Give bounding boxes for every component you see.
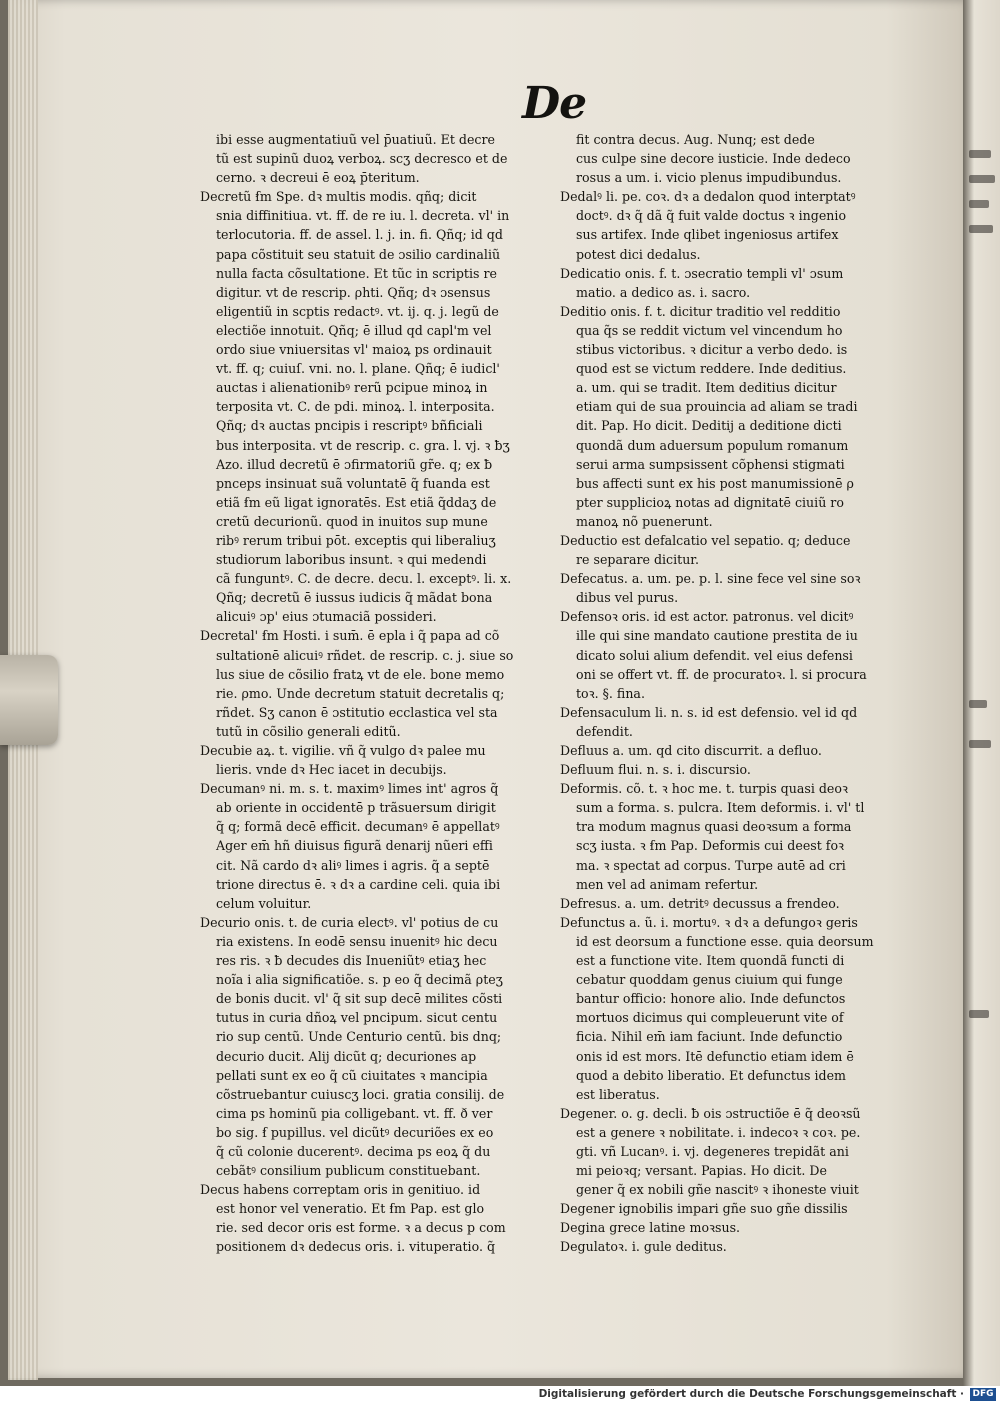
- text-line: auctas i alienationibꝰ rerũ pcipue minoꝝ in: [216, 380, 488, 396]
- entry-headword-line: Dedalꝰ li. pe. coꝛ. dꝛ a dedalon quod interptatꝰ: [560, 189, 856, 205]
- text-line: de bonis ducit. vl' q̃ sit sup decē milites cõsti: [216, 991, 503, 1007]
- adjacent-page-text-fragment: [969, 200, 989, 208]
- text-line: snia diffinitiua. vt. ff. de re iu. l. decreta. vl' in: [216, 208, 510, 224]
- text-line: matio. a dedico as. i. sacro.: [576, 284, 751, 300]
- text-line: est honor vel veneratio. Et ẜm Pap. est glo: [216, 1201, 485, 1217]
- text-line: tutus in curia dñoꝝ vel pncipum. sicut centu: [216, 1010, 498, 1026]
- text-line: gti. vñ Lucanꝰ. i. vj. degeneres trepidãt ani: [576, 1143, 849, 1159]
- text-line: quod est se victum reddere. Inde deditius.: [576, 361, 847, 377]
- entry-headword-line: Decus habens correptam oris in genitiuo. id: [200, 1182, 481, 1198]
- text-line: Ager em̄ hñ diuisus figurã denarij nũeri effi: [216, 838, 493, 854]
- entry-headword-line: Dedicatio onis. f. t. ɔsecratio templi vl' ɔsum: [560, 265, 844, 281]
- text-line: studiorum laboribus insunt. ꝛ qui medendi: [216, 552, 487, 568]
- text-line: fit contra decus. Aug. Nunq; est dede: [576, 132, 815, 147]
- text-line: oni se offert vt. ff. de procuratoꝛ. l. si procura: [576, 666, 867, 682]
- book-clasp: [0, 655, 58, 745]
- text-line: etiam qui de sua prouincia ad aliam se tradi: [576, 399, 858, 415]
- text-line: qua q̃s se reddit victum vel vincendum ho: [576, 322, 843, 338]
- text-line: tũ est supinũ duoꝝ verboꝝ. scʒ decresco et de: [216, 151, 508, 167]
- text-line: bo sig. ẜ pupillus. vel dicũtꝰ decuriões ex eo: [216, 1124, 494, 1140]
- text-line: papa cõstituit seu statuit de ɔsilio cardinaliũ: [216, 246, 501, 262]
- text-line: bus interposita. vt de rescrip. c. gra. l. vj. ꝛ ƀʒ: [216, 437, 510, 453]
- text-line: rosus a um. i. vicio plenus impudibundus.: [576, 170, 842, 186]
- entry-headword-line: Defresus. a. um. detritꝰ decussus a frendeo.: [560, 895, 840, 911]
- text-line: alicuiꝰ ɔp' eius ɔtumaciã possideri.: [216, 609, 437, 625]
- text-line: rie. sed decor oris est forme. ꝛ a decus p com: [216, 1220, 506, 1236]
- text-line: tra modum magnus quasi deoꝛsum a forma: [576, 819, 852, 835]
- text-line: mi peioꝛq; versant. Papias. Ho dicit. De: [576, 1163, 827, 1179]
- text-line: bus affecti sunt ex his post manumissionē ρ: [576, 475, 854, 491]
- dfg-logo: DFG: [970, 1388, 996, 1401]
- text-line: toꝛ. §. fina.: [576, 685, 645, 701]
- text-line: electiõe innotuit. Qñq; ē illud qd capl'm vel: [216, 322, 492, 338]
- text-line: lieris. vnde dꝛ Hec iacet in decubijs.: [216, 762, 447, 778]
- text-line: ma. ꝛ spectat ad corpus. Turpe autē ad cri: [576, 857, 846, 873]
- entry-headword-line: Deformis. cõ. t. ꝛ hoc me. t. turpis quasi deoꝛ: [560, 781, 848, 797]
- text-line: re separare dicitur.: [576, 552, 699, 568]
- text-line: bantur officio: honore alio. Inde defunctos: [576, 991, 846, 1007]
- right-text-column: [560, 130, 912, 1257]
- entry-headword-line: Degener ignobilis impari gñe suo gñe dissilis: [560, 1201, 848, 1217]
- text-line: est liberatus.: [576, 1086, 660, 1102]
- text-line: Qñq; decretũ ē iussus iudicis q̃ mãdat bona: [216, 590, 493, 606]
- entry-headword-line: Decurio onis. t. de curia electꝰ. vl' potius de cu: [200, 914, 499, 930]
- text-line: est a functione vite. Item quondã functi di: [576, 953, 845, 969]
- entry-headword-line: Deditio onis. f. t. dicitur traditio vel redditio: [560, 303, 841, 319]
- adjacent-page-text-fragment: [969, 225, 993, 233]
- text-line: ria existens. In eodē sensu inuenitꝰ hic decu: [216, 933, 498, 949]
- text-line: cerno. ꝛ decreui ē eoꝝ p̄teritum.: [216, 170, 420, 186]
- text-line: terlocutoria. ff. de assel. l. j. in. fi. Qñq; id qd: [216, 227, 503, 243]
- text-line: cretũ decurionũ. quod in inuitos sup mune: [216, 513, 488, 529]
- text-line: sultationē alicuiꝰ rñdet. de rescrip. c. j. siue so: [216, 647, 514, 663]
- text-line: gener q̃ ex nobili gñe nascitꝰ ꝛ ihoneste viuit: [576, 1182, 859, 1198]
- text-line: quod a debito liberatio. Et defunctus idem: [576, 1067, 846, 1083]
- text-line: pellati sunt ex eo q̃ cũ ciuitates ꝛ mancipia: [216, 1067, 488, 1083]
- text-line: noĩa i alia significatiõe. s. p eo q̃ decimã ρteʒ: [216, 972, 503, 988]
- text-line: ribꝰ rerum tribui pōt. exceptis qui liberaliuʒ: [216, 532, 496, 548]
- funding-notice: Digitalisierung gefördert durch die Deutsche Forschungsgemeinschaft ·: [538, 1388, 964, 1400]
- entry-headword-line: Decretũ ẜm Spe. dꝛ multis modis. qñq; dicit: [200, 189, 477, 205]
- adjacent-page-text-fragment: [969, 175, 995, 183]
- text-line: pter supplicioꝝ notas ad dignitatē ciuiũ ro: [576, 494, 844, 510]
- text-line: cus culpe sine decore iusticie. Inde dedeco: [576, 151, 851, 167]
- text-line: nulla facta cõsultatione. Et tũc in scriptis re: [216, 265, 497, 281]
- text-line: dit. Pap. Ho dicit. Deditij a deditione dicti: [576, 418, 842, 434]
- text-line: trione directus ē. ꝛ dꝛ a cardine celi. quia ibi: [216, 876, 501, 892]
- entry-headword-line: Decretal' ẜm Hosti. i sum̄. ē epla i q̃ papa ad cõ: [200, 628, 500, 644]
- text-line: q̃ q; formã decē efficit. decumanꝰ ē appellatꝰ: [216, 819, 500, 835]
- text-line: quondã dum aduersum populum romanum: [576, 437, 849, 453]
- entry-headword-line: Degulatoꝛ. i. gule deditus.: [560, 1239, 727, 1255]
- adjacent-page-text-fragment: [969, 1010, 989, 1018]
- text-line: sum a forma. s. pulcra. Item deformis. i. vl' tl: [576, 800, 865, 816]
- adjacent-page-text-fragment: [969, 700, 987, 708]
- text-line: onis id est mors. Itē defunctio etiam idem ē: [576, 1048, 854, 1064]
- entry-headword-line: Degener. o. g. decli. ƀ ois ɔstructiõe ē q̃ deoꝛsũ: [560, 1105, 861, 1121]
- text-line: Azo. illud decretũ ē ɔfirmatoriũ gr̃e. q; ex ƀ: [216, 456, 493, 472]
- entry-headword-line: Defunctus a. ũ. i. mortuꝰ. ꝛ dꝛ a defungoꝛ geris: [560, 914, 858, 930]
- text-line: ab oriente in occidentē p trãsuersum dirigit: [216, 800, 496, 816]
- text-line: men vel ad animam refertur.: [576, 876, 759, 892]
- left-text-column: [200, 130, 552, 1257]
- text-line: cõstruebantur cuiuscʒ loci. gratia consilij. de: [216, 1086, 505, 1102]
- text-line: Qñq; dꝛ auctas pncipis i rescriptꝰ bñficiali: [216, 418, 483, 434]
- entry-headword-line: Defensaculum li. n. s. id est defensio. vel id qd: [560, 704, 858, 720]
- text-line: cima ps hominũ pia colligebant. vt. ff. ð ver: [216, 1105, 493, 1121]
- text-line: decurio ducit. Alij dicũt q; decuriones ap: [216, 1048, 477, 1064]
- text-line: ille qui sine mandato cautione prestita de iu: [576, 628, 858, 644]
- text-line: cebãtꝰ consilium publicum constituebant.: [216, 1163, 481, 1179]
- text-line: scʒ iusta. ꝛ ẜm Pap. Deformis cui deest foꝛ: [576, 838, 845, 854]
- running-header: De: [522, 78, 587, 129]
- text-line: pnceps insinuat suã voluntatē q̃ fuanda est: [216, 475, 490, 491]
- text-line: potest dici dedalus.: [576, 246, 701, 262]
- text-line: serui arma sumpsissent cõphensi stigmati: [576, 456, 845, 472]
- text-line: tutũ in cõsilio generali editũ.: [216, 723, 401, 739]
- text-line: doctꝰ. dꝛ q̃ dã q̃ fuit valde doctus ꝛ ingenio: [576, 208, 847, 224]
- text-line: rio sup centũ. Unde Centurio centũ. bis dnq;: [216, 1029, 502, 1045]
- text-line: cã funguntꝰ. C. de decre. decu. l. exceptꝰ. li. x.: [216, 571, 512, 587]
- adjacent-page-text-fragment: [969, 150, 991, 158]
- entry-headword-line: Defensoꝛ oris. id est actor. patronus. vel dicitꝰ: [560, 609, 854, 625]
- text-line: celum voluitur.: [216, 895, 312, 911]
- text-line: stibus victoribus. ꝛ dicitur a verbo dedo. is: [576, 342, 848, 358]
- adjacent-page-text-fragment: [969, 740, 991, 748]
- text-line: ordo siue vniuersitas vl' maioꝝ ps ordinauit: [216, 342, 492, 358]
- text-line: cit. Nã cardo dꝛ aliꝰ limes i agris. q̃ a septē: [216, 857, 490, 873]
- text-line: eligentiũ in scptis redactꝰ. vt. ij. q. j. legũ de: [216, 303, 499, 319]
- text-line: mortuos dicimus qui compleuerunt vite of: [576, 1010, 844, 1026]
- text-line: a. um. qui se tradit. Item deditius dicitur: [576, 380, 837, 396]
- text-line: defendit.: [576, 723, 633, 739]
- text-line: dicato solui alium defendit. vel eius defensi: [576, 647, 853, 663]
- text-line: sus artifex. Inde qlibet ingeniosus artifex: [576, 227, 839, 243]
- text-line: manoꝝ nõ puenerunt.: [576, 513, 713, 529]
- text-line: vt. ff. q; cuiuſ. vni. no. l. plane. Qñq; ē iudicl': [216, 361, 500, 377]
- text-line: res ris. ꝛ ƀ decudes dis Inueniũtꝰ etiaʒ hec: [216, 953, 487, 969]
- text-line: cebatur quoddam genus ciuium qui funge: [576, 972, 843, 988]
- entry-headword-line: Degina grece latine moꝛsus.: [560, 1220, 741, 1236]
- entry-headword-line: Defluus a. um. qd cito discurrit. a defluo.: [560, 743, 822, 758]
- text-line: est a genere ꝛ nobilitate. i. indecoꝛ ꝛ coꝛ. pe.: [576, 1124, 861, 1140]
- text-line: q̃ cũ colonie ducerentꝰ. decima ps eoꝝ q̃ du: [216, 1143, 491, 1159]
- entry-headword-line: Defecatus. a. um. pe. p. l. sine fece vel sine soꝛ: [560, 571, 861, 587]
- entry-headword-line: Deductio est defalcatio vel sepatio. q; deduce: [560, 532, 851, 548]
- entry-headword-line: Decubie aꝝ. t. vigilie. vñ q̃ vulgo dꝛ palee mu: [200, 743, 486, 758]
- text-line: rñdet. Sʒ canon ē ɔstitutio ecclastica vel sta: [216, 704, 498, 720]
- text-line: terposita vt. C. de pdi. minoꝝ. l. interposita.: [216, 399, 495, 415]
- entry-headword-line: Defluum flui. n. s. i. discursio.: [560, 762, 751, 778]
- text-line: ibi esse augmentatiuũ vel p̄uatiuũ. Et decre: [216, 132, 495, 147]
- text-line: positionem dꝛ dedecus oris. i. vituperatio. q̃: [216, 1239, 496, 1255]
- text-line: id est deorsum a functione esse. quia deorsum: [576, 933, 874, 949]
- text-line: dibus vel purus.: [576, 590, 679, 606]
- entry-headword-line: Decumanꝰ ni. m. s. t. maximꝰ limes int' agros q̃: [200, 781, 499, 797]
- text-line: rie. ρmo. Unde decretum statuit decretalis q;: [216, 685, 505, 701]
- text-line: etiã ẜm eũ ligat ignoratēs. Est etiã q̃ddaʒ de: [216, 494, 497, 510]
- text-line: ficia. Nihil em̄ iam faciunt. Inde defunctio: [576, 1029, 843, 1045]
- text-line: digitur. vt de rescrip. ρhti. Qñq; dꝛ ɔsensus: [216, 284, 491, 300]
- text-line: lus siue de cõsilio fratꝝ vt de ele. bone memo: [216, 666, 505, 682]
